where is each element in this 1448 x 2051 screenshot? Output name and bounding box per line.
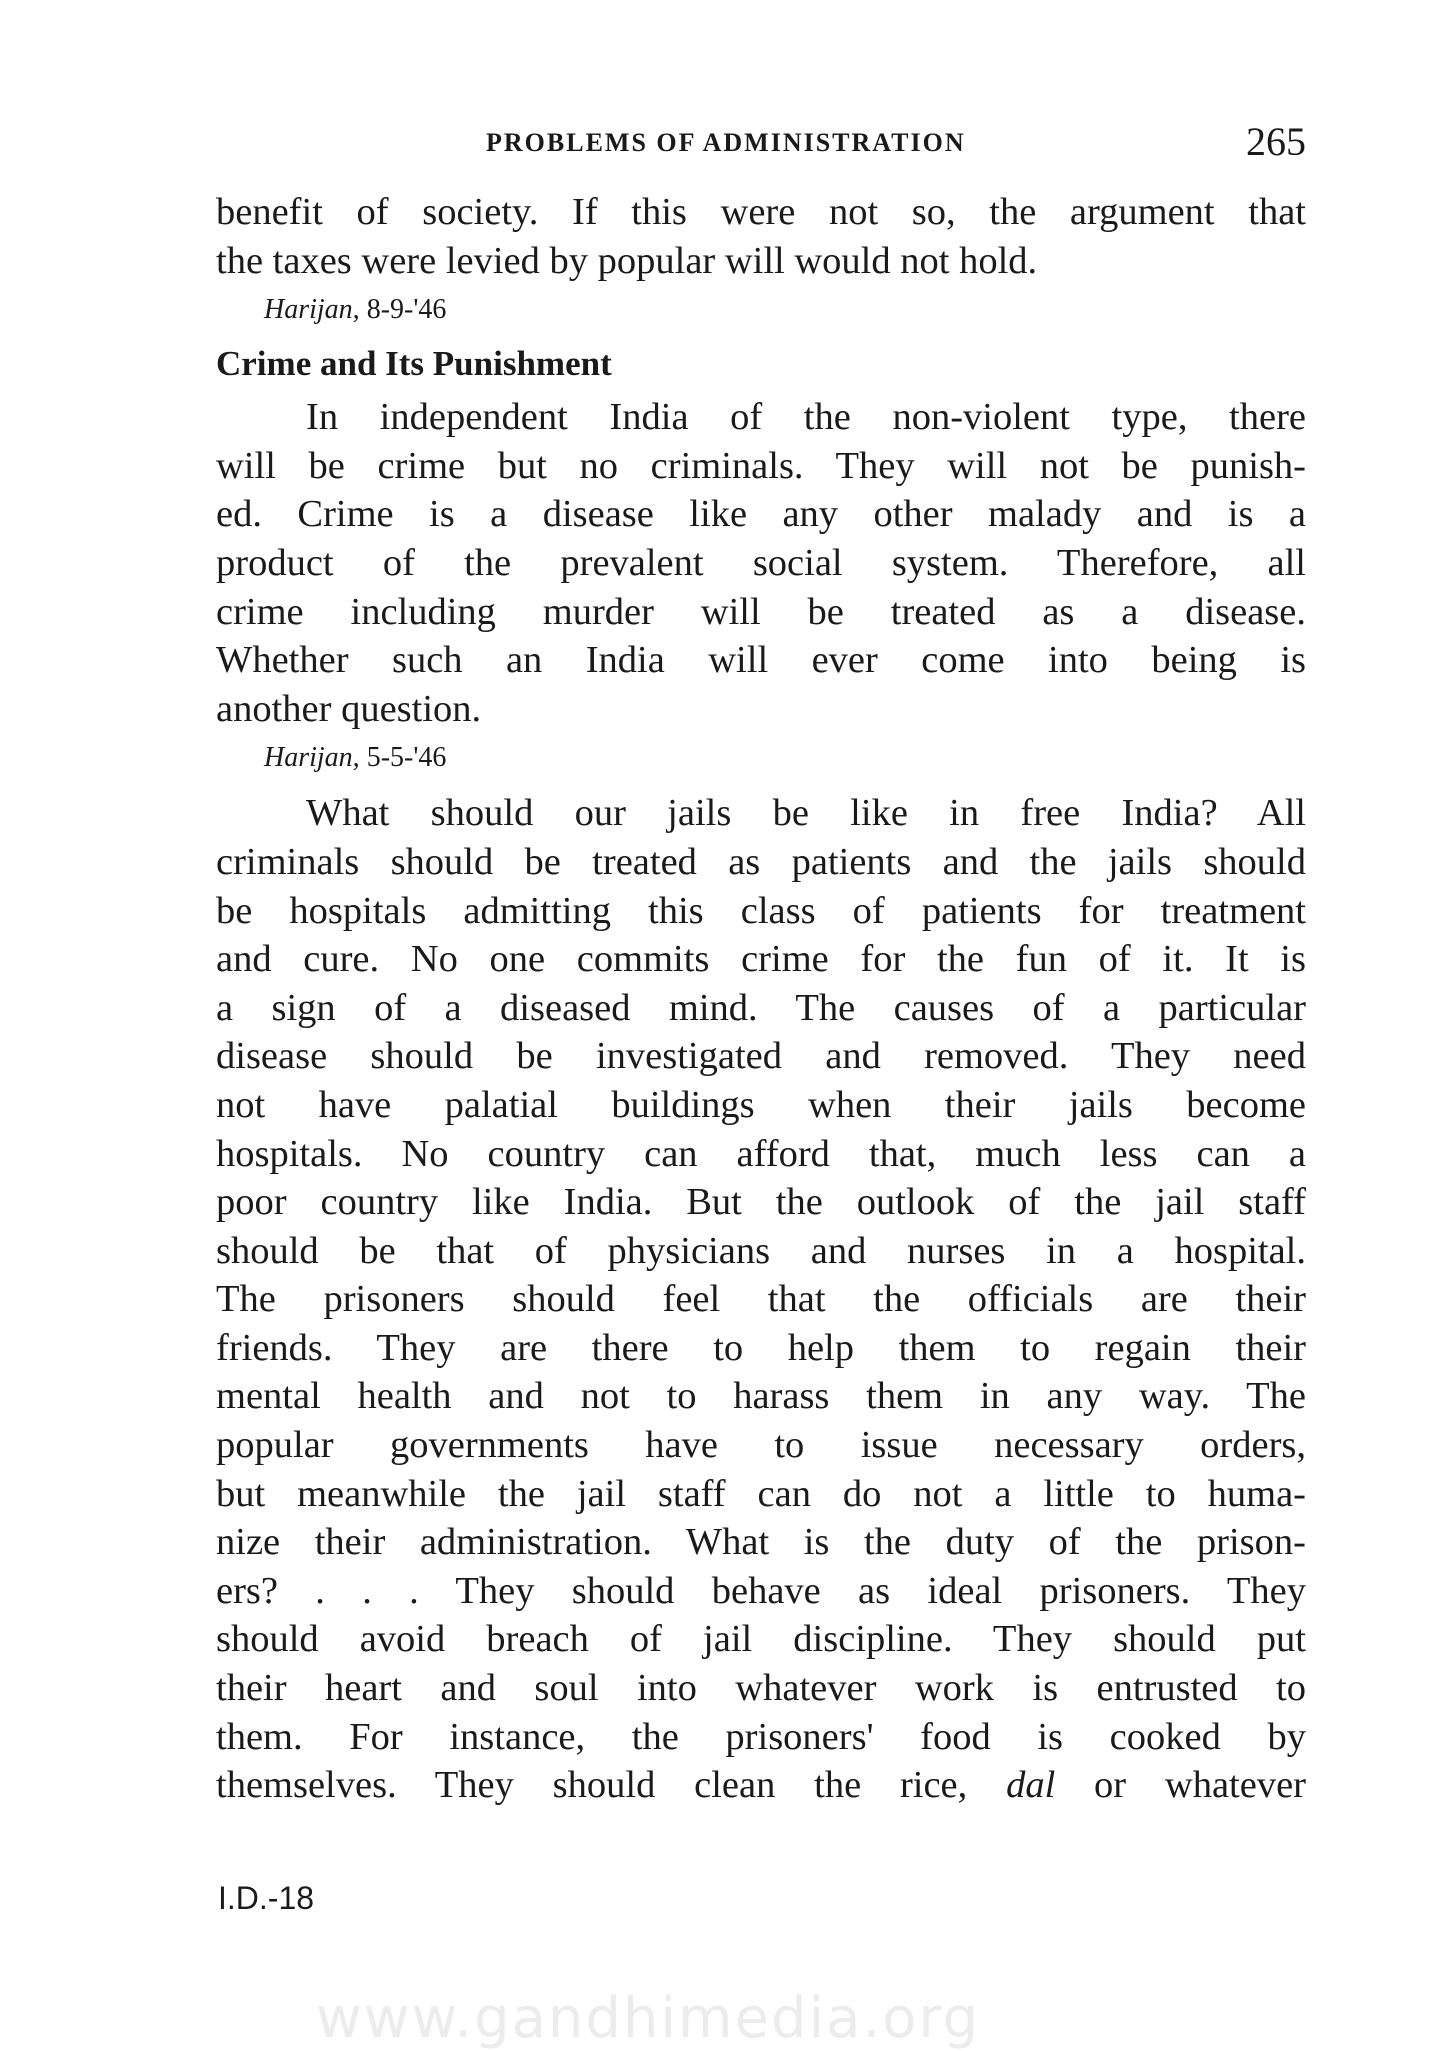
paragraph-crime (216, 393, 1306, 733)
body-text (216, 188, 1306, 1810)
text-line: The prisoners should feel that the officials are their (216, 1278, 1306, 1321)
source-name: Harijan, (264, 294, 360, 326)
text-line: should be that of physicians and nurses in a hospital. (216, 1229, 1306, 1272)
source-date: 5-5-'46 (366, 742, 447, 774)
text-line: benefit of society. If this were not so, the argument that (216, 191, 1306, 233)
source-citation (216, 293, 1306, 327)
text-line: In independent India of the non-violent type, there (306, 396, 1306, 439)
text-line: and cure. No one commits crime for the fun of it. It is (216, 938, 1306, 981)
text-line: disease should be investigated and removed. They need (216, 1035, 1306, 1078)
source-date: 8-9-'46 (366, 294, 447, 326)
page-number: 265 (1246, 119, 1306, 164)
italic-term: dal (1006, 1764, 1056, 1807)
watermark: www.gandhimedia.org (316, 1986, 981, 2051)
section-heading: Crime and Its Punishment (216, 344, 612, 384)
text-line: friends. They are there to help them to regain their (216, 1326, 1306, 1369)
text-line: another question. (216, 687, 482, 730)
text-line: ers? . . . They should behave as ideal prisoners. They (216, 1569, 1306, 1612)
text-line: criminals should be treated as patients and the jails should (216, 840, 1306, 883)
signature-mark: I.D.-18 (218, 1880, 315, 1916)
text-line: poor country like India. But the outlook of the jail staff (216, 1181, 1306, 1224)
text-fragment: or whatever (1055, 1764, 1306, 1807)
text-line: but meanwhile the jail staff can do not a little to huma- (216, 1472, 1306, 1515)
text-line: their heart and soul into whatever work is entrusted to (216, 1667, 1306, 1710)
text-line: Whether such an India will ever come into being is (216, 639, 1306, 682)
text-line: popular governments have to issue necessary orders, (216, 1424, 1306, 1467)
text-line: nize their administration. What is the duty of the prison- (216, 1521, 1306, 1564)
source-citation (216, 741, 1306, 775)
source-name: Harijan, (264, 742, 360, 774)
text-line: product of the prevalent social system. Therefore, all (216, 541, 1306, 584)
paragraph-jails (216, 789, 1306, 1809)
text-line: be hospitals admitting this class of patients for treatment (216, 889, 1306, 932)
text-line: the taxes were levied by popular will would not hold. (216, 239, 1038, 282)
text-line: will be crime but no criminals. They will not be punish- (216, 444, 1306, 487)
running-header (216, 118, 1306, 168)
running-title: PROBLEMS OF ADMINISTRATION (486, 128, 966, 157)
paragraph-continued (216, 188, 1306, 285)
text-line: mental health and not to harass them in any way. The (216, 1375, 1306, 1418)
text-line: crime including murder will be treated as a disease. (216, 590, 1306, 633)
text-line: hospitals. No country can afford that, much less can a (216, 1132, 1306, 1175)
text-line: What should our jails be like in free India? All (306, 792, 1306, 835)
text-line: ed. Crime is a disease like any other malady and is a (216, 493, 1306, 536)
text-line: not have palatial buildings when their jails become (216, 1083, 1306, 1126)
text-line-last (216, 1761, 1306, 1810)
text-line: them. For instance, the prisoners' food is cooked by (216, 1715, 1306, 1758)
text-fragment: themselves. They should clean the rice, (216, 1764, 1007, 1807)
text-line: should avoid breach of jail discipline. They should put (216, 1618, 1306, 1661)
text-line: a sign of a diseased mind. The causes of a particular (216, 986, 1306, 1029)
